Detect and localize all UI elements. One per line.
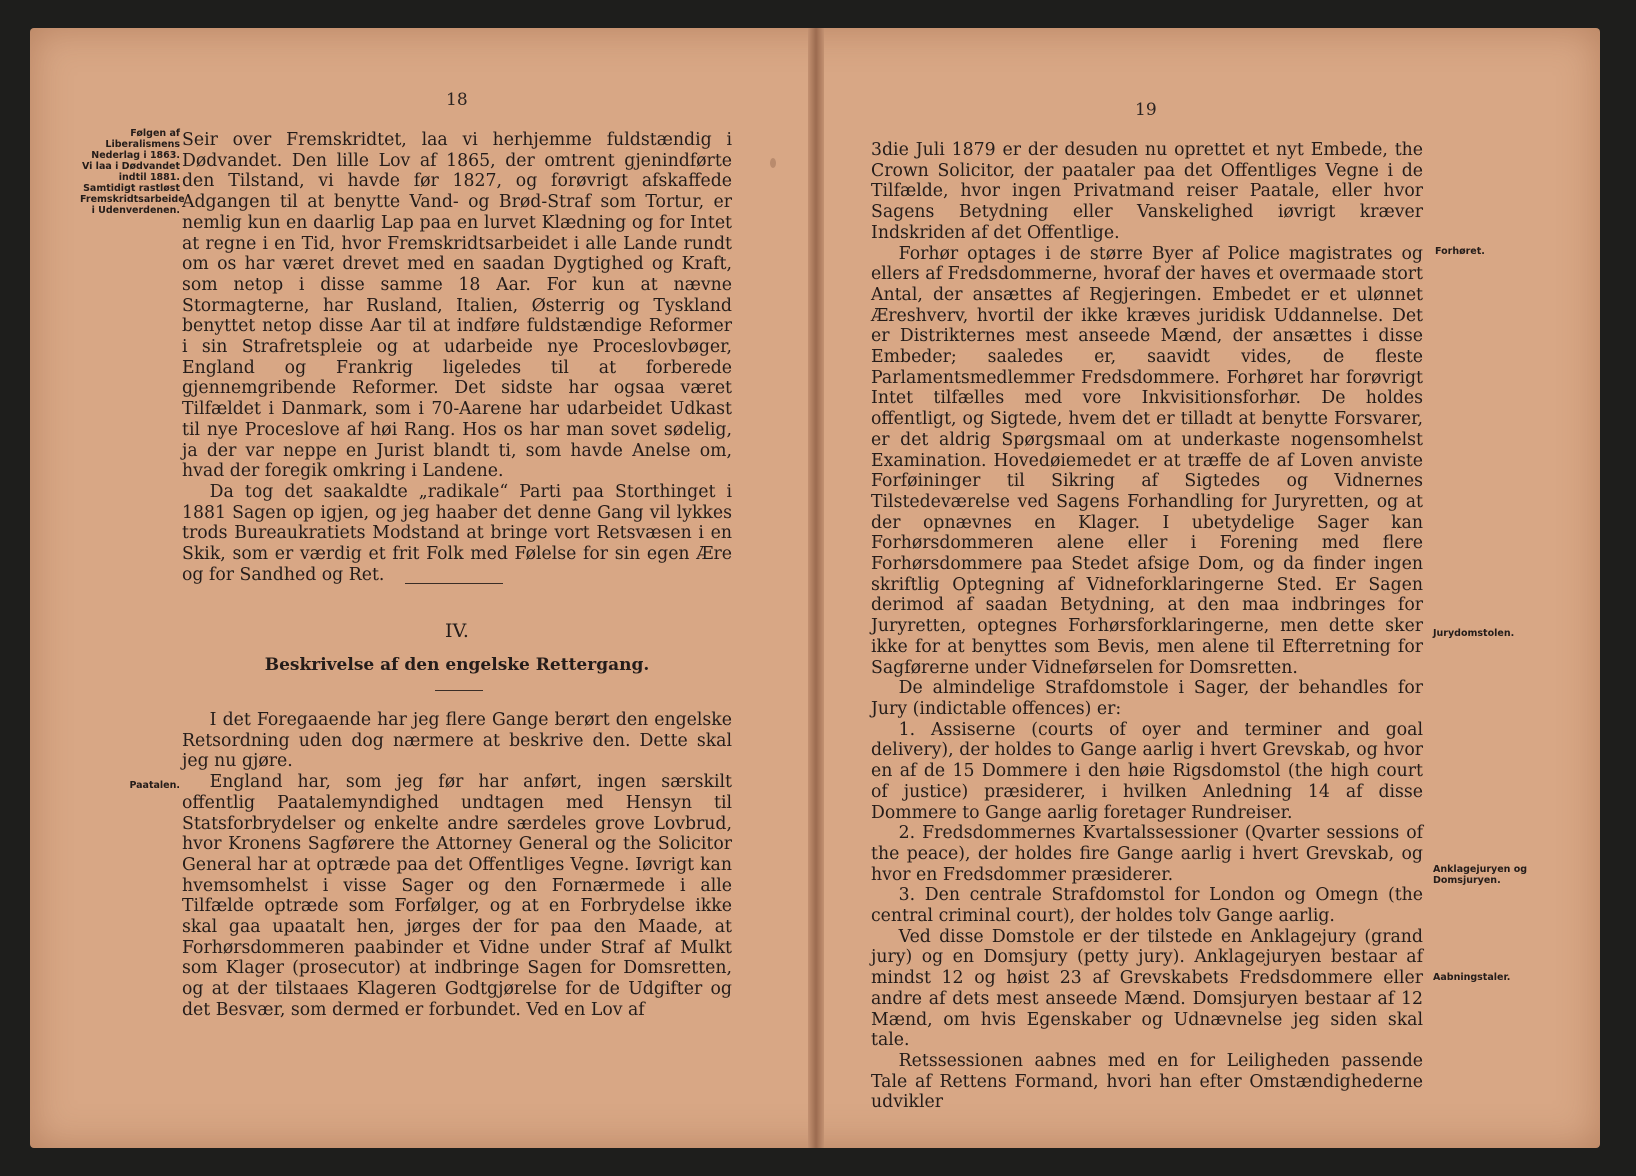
section-number: IV. bbox=[445, 620, 469, 642]
text-block bbox=[871, 140, 1423, 1113]
paragraph: Retssessionen aabnes med en for Leiligheden passende Tale af Rettens Formand, hvori han efter Omstændighederne udvikler bbox=[871, 1050, 1423, 1113]
paragraph: 2. Fredsdommernes Kvartalssessioner (Qvarter sessions of the peace), der holdes fire Gange aarlig i hvert Grevskab, og hvor en Fredsdommer præsiderer. bbox=[871, 823, 1423, 885]
paragraph: 3. Den centrale Strafdomstol for London og Omegn (the central criminal court), der holdes tolv Gange aarlig. bbox=[871, 885, 1423, 927]
divider-rule bbox=[435, 690, 483, 691]
left-page bbox=[30, 28, 815, 1148]
text-block bbox=[182, 710, 732, 1021]
book-spread bbox=[30, 28, 1600, 1148]
divider-rule bbox=[405, 583, 503, 584]
margin-note: Aabningstaler. bbox=[1433, 972, 1511, 983]
margin-note: Paatalen. bbox=[129, 780, 180, 791]
page-number: 18 bbox=[446, 90, 468, 110]
section-title: Beskrivelse af den engelske Rettergang. bbox=[264, 655, 650, 675]
page-number: 19 bbox=[1135, 100, 1157, 120]
margin-note: Forhøret. bbox=[1435, 246, 1485, 257]
paragraph: De almindelige Strafdomstole i Sager, der behandles for Jury (indictable offences) er: bbox=[871, 678, 1423, 719]
paragraph: Seir over Fremskridtet, laa vi herhjemme fuldstændig i Dødvandet. Den lille Lov af 1865, der omtrent gjenindførte den Tilstand, vi havde før 1827, og forøvrigt afskaffede Adgangen til at benytte Vand- og Brød-Straf som Tortur, er nemlig kun en daarlig Lap paa en lurvet Klædning og for Intet at regne i en Tid, hvor Fremskridtsarbeidet i alle Lande rundt om os har været drevet med en saadan Dygtighed og Kraft, som netop i disse samme 18 Aar. For kun at nævne Stormagterne, har Rusland, Italien, Østerrig og Tyskland benyttet netop disse Aar til at indføre fuldstændige Reformer i sin Strafretspleie og at udarbeide nye Proceslovbøger, England og Frankrig ligeledes til at forberede gjennemgribende Reformer. Det sidste har ogsaa været Tilfældet i Danmark, som i 70-Aarene har udarbeidet Udkast til nye Proceslove af høi Rang. Hos os har man sovet sødelig, ja der var neppe en Jurist blandt ti, som havde Anelse om, hvad der foregik omkring i Landene. bbox=[182, 130, 732, 482]
paper-stain bbox=[770, 158, 776, 168]
margin-note: Anklagejuryen og Domsjuryen. bbox=[1433, 864, 1528, 886]
paragraph: 3die Juli 1879 er der desuden nu oprettet et nyt Embede, the Crown Solicitor, der paataler paa det Offentliges Vegne i de Tilfælde, hvor ingen Privatmand reiser Paatale, eller hvor Sagens Betydning eller Vanskelighed iøvrigt kræver Indskriden af det Offentlige. bbox=[871, 140, 1423, 243]
paragraph: Ved disse Domstole er der tilstede en Anklagejury (grand jury) og en Domsjury (petty jury). Anklagejuryen bestaar af mindst 12 og høist 23 af Grevskabets Fredsdommere eller andre af dets mest anseede Mænd. Domsjuryen bestaar af 12 Mænd, om hvis Egenskaber og Udnævnelse jeg siden skal tale. bbox=[871, 926, 1423, 1051]
text-block bbox=[182, 130, 732, 585]
paragraph: I det Foregaaende har jeg flere Gange berørt den engelske Retsordning uden dog nærmere at beskrive den. Dette skal jeg nu gjøre. bbox=[182, 710, 732, 772]
paragraph: Forhør optages i de større Byer af Police magistrates og ellers af Fredsdommerne, hvoraf der haves et overmaade stort Antal, der ansættes af Regjeringen. Embedet er et ulønnet Æreshverv, hvortil der ikke kræves juridisk Uddannelse. Det er Distrikternes mest anseede Mænd, der ansættes i disse Embeder; saaledes er, saavidt vides, de fleste Parlamentsmedlemmer Fredsdommere. Forhøret har forøvrigt Intet tilfælles med vore Inkvisitionsforhør. De holdes offentligt, og Sigtede, hvem det er tilladt at benytte Forsvarer, er det aldrig Spørgsmaal om at underkaste nogensomhelst Examination. Hovedøiemedet er at træffe de af Loven anviste Forføininger til Sikring af Sigtedes og Vidnernes Tilstedeværelse ved Sagens Forhandling for Juryretten, og at der opnævnes en Klager. I ubetydelige Sager kan Forhørsdommeren alene eller i Forening med flere Forhørsdommere paa Stedet afsige Dom, og da finder ingen skriftlig Optegning af Vidneforklaringerne Sted. Er Sagen derimod af saadan Betydning, at den maa indbringes for Juryretten, optegnes Forhørsforklaringerne, men dette sker ikke for at benyttes som Bevis, men alene til Efterretning for Sagførerne under Vidneførselen for Domsretten. bbox=[871, 243, 1423, 678]
margin-note: Jurydomstolen. bbox=[1433, 628, 1515, 639]
margin-note: Følgen af Liberalismens Nederlag i 1863. Vi laa i Dødvandet indtil 1881. Samtidigt rastløst Fremskridtsarbeide i Udenverdenen. bbox=[80, 128, 185, 216]
paragraph: 1. Assiserne (courts of oyer and terminer and goal delivery), der holdes to Gange aarlig i hvert Grevskab, og hvor en af de 15 Dommere i den høie Rigsdomstol (the high court of justice) præsiderer, i hvilken Anledning 14 af disse Dommere to Gange aarlig foretager Rundreiser. bbox=[871, 719, 1423, 823]
right-page bbox=[815, 28, 1600, 1148]
paragraph: England har, som jeg før har anført, ingen særskilt offentlig Paatalemyndighed undtagen med Hensyn til Statsforbrydelser og enkelte andre særdeles grove Lovbrud, hvor Kronens Sagførere the Attorney General og the Solicitor General har at optræde paa det Offentliges Vegne. Iøvrigt kan hvemsomhelst i visse Sager og den Fornærmede i alle Tilfælde optræde som Forfølger, og at en Forbrydelse ikke skal gaa upaatalt hen, jørges der for paa den Maade, at Forhørsdommeren paabinder et Vidne under Straf af Mulkt som Klager (prosecutor) at indbringe Sagen for Domsretten, og at der tilstaaes Klageren Godtgjørelse for de Udgifter og det Besvær, som dermed er forbundet. Ved en Lov af bbox=[182, 772, 732, 1020]
paragraph: Da tog det saakaldte „radikale“ Parti paa Storthinget i 1881 Sagen op igjen, og jeg haaber det denne Gang vil lykkes trods Bureaukratiets Modstand at bringe vort Retsvæsen i en Skik, som er værdig et frit Folk med Følelse for sin egen Ære og for Sandhed og Ret. bbox=[182, 481, 732, 585]
